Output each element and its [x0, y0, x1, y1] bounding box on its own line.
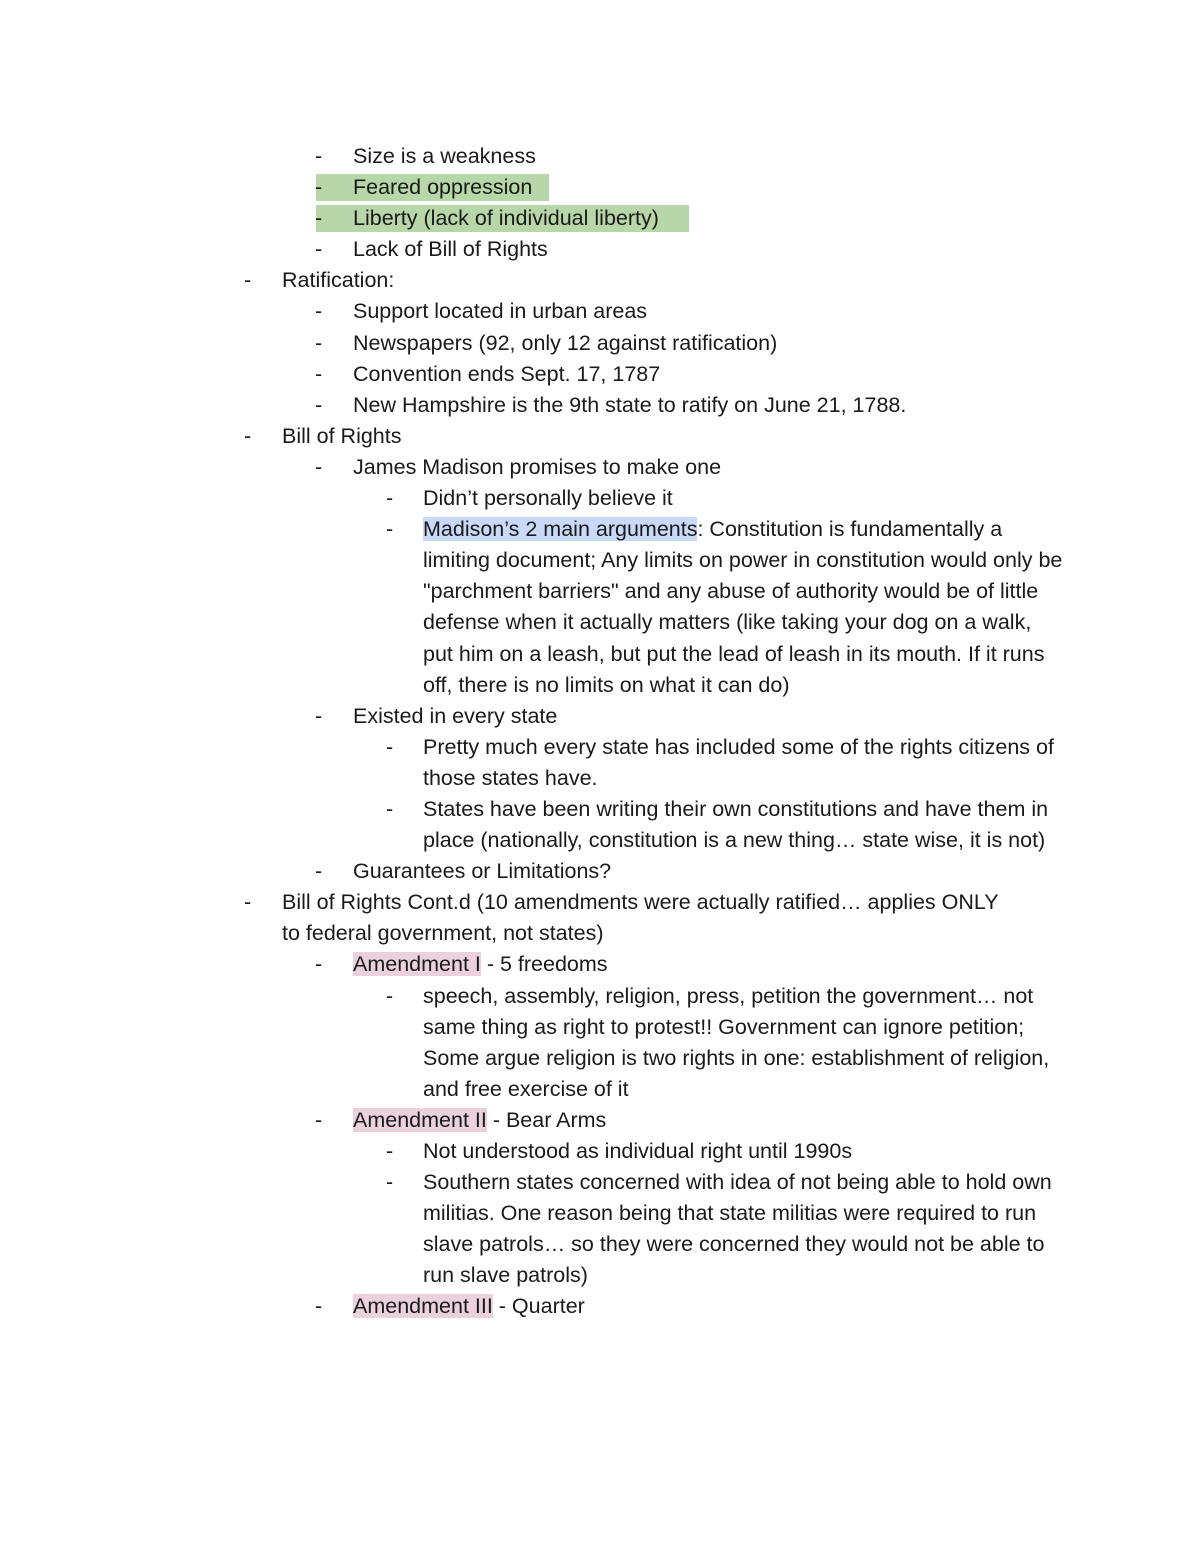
list-item-highlighted [0, 172, 1200, 203]
bullet-dash: - [315, 454, 323, 479]
bullet-dash: - [386, 734, 394, 759]
list-item-text-rest: - Quarter [492, 1294, 585, 1319]
list-item-text: Bill of Rights Cont.d (10 amendments were actually ratified… applies ONLY to federal government, not states) [282, 890, 999, 946]
pink-highlight: Amendment II [353, 1107, 487, 1132]
list-item-text: Pretty much every state has included some of the rights citizens of those states have. [423, 734, 1054, 790]
list-item-text: Ratification: [282, 268, 395, 293]
list-item-text: Lack of Bill of Rights [353, 237, 548, 262]
list-item-text [353, 1105, 1063, 1136]
pink-highlight: Amendment III [353, 1294, 493, 1319]
blue-highlight: Madison’s 2 main arguments [423, 517, 698, 542]
list-item [0, 856, 1200, 887]
list-item [0, 1136, 1200, 1167]
bullet-dash: - [315, 703, 323, 728]
list-item [0, 949, 1200, 980]
document-body [0, 141, 1200, 1323]
bullet-dash: - [315, 299, 323, 324]
list-item-text [353, 1291, 1063, 1322]
bullet-dash: - [315, 237, 323, 262]
bullet-dash: - [386, 983, 394, 1008]
bullet-dash: - [315, 392, 323, 417]
bullet-dash: - [315, 859, 323, 884]
list-item [0, 887, 1200, 949]
list-item [0, 981, 1200, 1105]
list-item-highlighted [0, 203, 1200, 234]
list-item [0, 732, 1200, 794]
bullet-dash: - [386, 486, 394, 511]
pink-highlight: Amendment I [353, 952, 481, 977]
bullet-dash: - [244, 423, 252, 448]
list-item [0, 296, 1200, 327]
bullet-dash: - [315, 144, 323, 168]
list-item-text: Support located in urban areas [353, 299, 648, 324]
bullet-dash: - [386, 796, 394, 821]
list-item-text: Newspapers (92, only 12 against ratification) [353, 330, 778, 355]
list-item-text: speech, assembly, religion, press, petition the government… not same thing as right to protest!! Government can ignore petition; Some argue religion is two rights in one: establishment of religion, and free exercise of it [423, 983, 1050, 1101]
list-item-text: Existed in every state [353, 703, 558, 728]
list-item-text: Guarantees or Limitations? [353, 859, 612, 884]
list-item-text: James Madison promises to make one [353, 454, 722, 479]
bullet-dash: - [386, 1170, 394, 1195]
bullet-dash: - [386, 1139, 394, 1163]
list-item-text-rest: - Bear Arms [486, 1107, 607, 1132]
list-item [0, 1291, 1200, 1322]
bullet-dash: - [315, 952, 323, 977]
bullet-dash: - [315, 175, 323, 200]
list-item [0, 1105, 1200, 1136]
list-item-text: Size is a weakness [353, 144, 536, 168]
bullet-dash: - [315, 1107, 323, 1132]
list-item [0, 421, 1200, 452]
bullet-dash: - [244, 890, 252, 915]
bullet-dash: - [315, 1294, 323, 1319]
list-item-text: New Hampshire is the 9th state to ratify on June 21, 1788. [353, 392, 907, 417]
list-item [0, 701, 1200, 732]
list-item [0, 794, 1200, 856]
list-item [0, 1167, 1200, 1291]
list-item [0, 328, 1200, 359]
list-item-text: Bill of Rights [282, 423, 402, 448]
list-item-text: States have been writing their own constitutions and have them in place (nationally, constitution is a new thing… state wise, it is not) [423, 796, 1049, 853]
list-item-text [423, 514, 1063, 701]
list-item-text: Convention ends Sept. 17, 1787 [353, 361, 661, 386]
list-item-text-rest: : Constitution is fundamentally a limiting document; Any limits on power in constitution would only be "parchment barriers" and any abuse of authority would be of little defense when it actually matters (like taking your dog on a walk, put him on a leash, but put the lead of leash in its mouth. If it runs off, there is no limits on what it can do) [423, 517, 1063, 697]
list-item-text: Southern states concerned with idea of not being able to hold own militias. One reason being that state militias were required to run slave patrols… so they were concerned they would not be able to run slave patrols) [423, 1170, 1052, 1288]
list-item [0, 141, 1200, 172]
list-item [0, 234, 1200, 265]
list-item [0, 452, 1200, 483]
list-item-text [353, 949, 1063, 980]
list-item-text: Didn’t personally believe it [423, 486, 673, 511]
bullet-dash: - [386, 517, 394, 542]
list-item [0, 390, 1200, 421]
list-item-text: Not understood as individual right until 1990s [423, 1139, 853, 1163]
list-item [0, 359, 1200, 390]
list-item [0, 265, 1200, 296]
list-item-text: Liberty (lack of individual liberty) [353, 206, 659, 231]
list-item [0, 483, 1200, 514]
bullet-dash: - [315, 206, 323, 231]
list-item-text-rest: - 5 freedoms [480, 952, 608, 977]
list-item [0, 514, 1200, 701]
bullet-dash: - [244, 268, 252, 293]
list-item-text: Feared oppression [353, 175, 533, 200]
bullet-dash: - [315, 361, 323, 386]
bullet-dash: - [315, 330, 323, 355]
